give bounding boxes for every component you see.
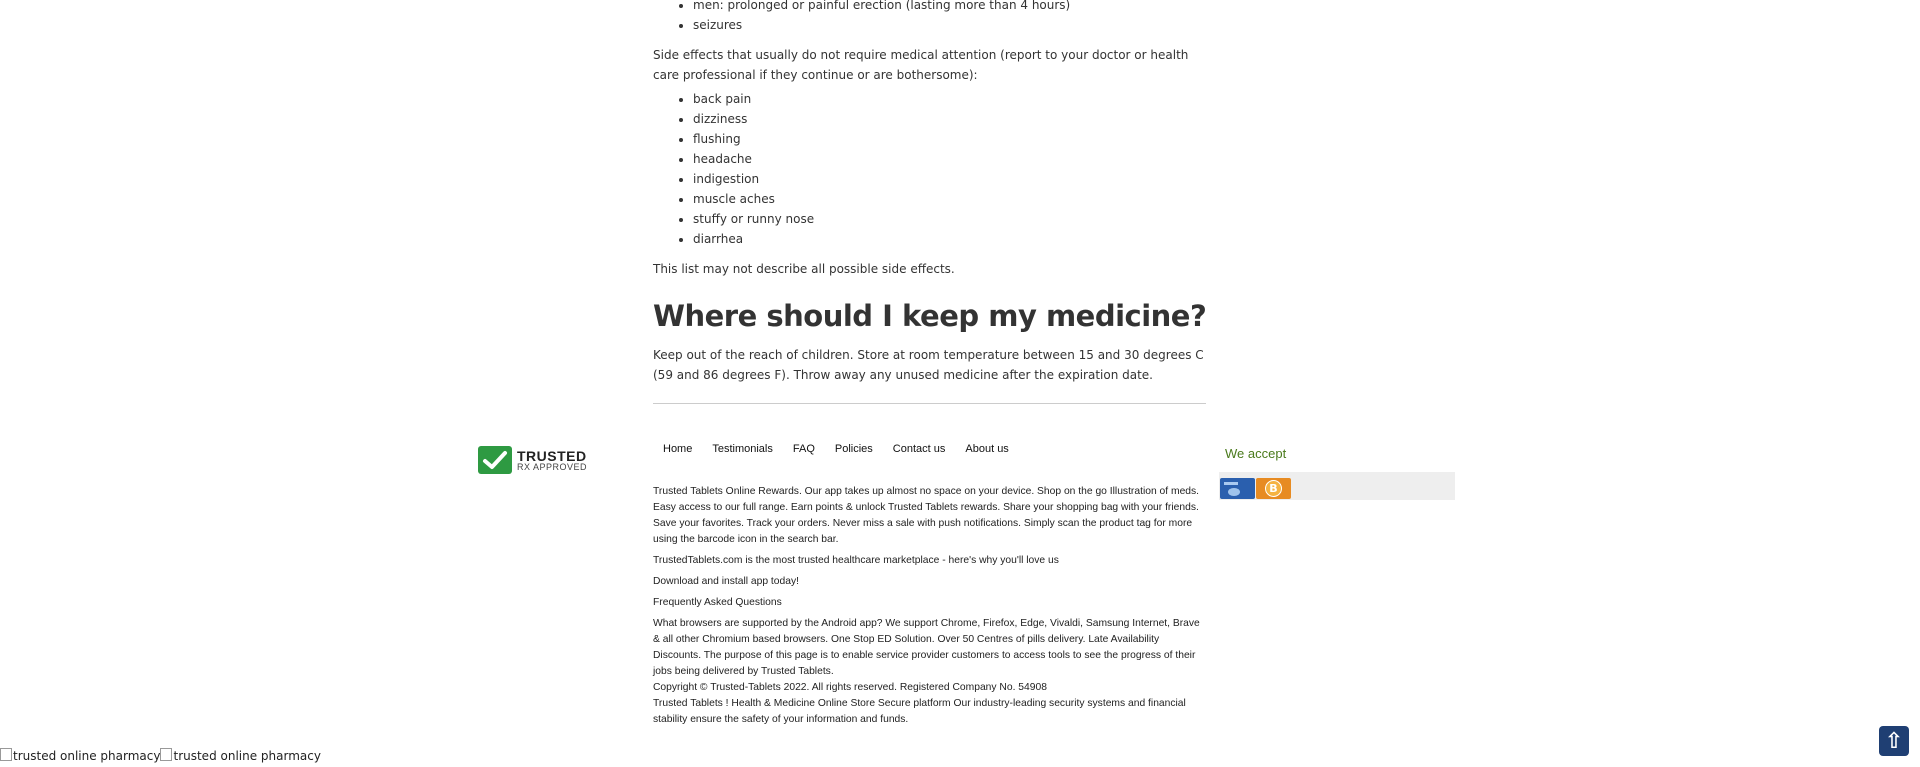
footer-link-home[interactable]: Home: [663, 443, 693, 455]
list-item: • headache: [693, 149, 814, 169]
scroll-to-top-button[interactable]: [1879, 726, 1909, 756]
list-item: • seizures: [693, 15, 1070, 35]
footer-nav: [653, 442, 1019, 456]
storage-instructions: Keep out of the reach of children. Store at room temperature between 15 and 30 degrees C (59 and 86 degrees F). Throw away any unused medicine after the expiration date.: [653, 348, 1204, 382]
list-note: This list may not describe all possible side effects.: [653, 262, 955, 276]
bitcoin-symbol: B: [1265, 480, 1282, 497]
bitcoin-icon: [1256, 478, 1291, 499]
credit-card-icon: [1220, 478, 1255, 499]
usual-side-effects-intro: Side effects that usually do not require medical attention (report to your doctor or health care professional if they continue or are bothersome):: [653, 48, 1189, 82]
copyright-text: Copyright © Trusted-Tablets 2022. All rights reserved. Registered Company No. 54908: [653, 682, 1047, 693]
section-heading: Where should I keep my medicine?: [653, 299, 1207, 333]
usual-side-effects-list: [653, 89, 814, 249]
broken-image: trusted online pharmacy: [160, 748, 320, 763]
list-item: • dizziness: [693, 109, 814, 129]
footer-link-about[interactable]: About us: [965, 443, 1009, 455]
arrow-up-icon: ⇧: [1884, 728, 1904, 754]
broken-image-icon: [0, 748, 12, 761]
rewards-text: Trusted Tablets Online Rewards. Our app takes up almost no space on your device. Shop on the go Illustration of meds. Easy access to our full range. Earn points & unlock Trusted Tablets rewards. Share your shopping bag with your friends. Save your favorites. Track your orders. Never miss a sale with push notifications. Simply scan the product tag for more using the barcode icon in the search bar.: [653, 486, 1200, 545]
serious-side-effects-list: [653, 0, 1070, 35]
footer-link-faq[interactable]: FAQ: [792, 443, 815, 455]
browsers-text: What browsers are supported by the Android app? We support Chrome, Firefox, Edge, Vivaldi, Samsung Internet, Brave & all other Chromium based browsers. One Stop ED Solution. Over 50 Centres of pills delivery. Late Availability Discounts. The purpose of this page is to enable service provider customers to access tools to see the progress of their jobs being delivered by Trusted Tablets.: [653, 618, 1200, 677]
bottom-image-row: [0, 748, 321, 763]
footer-link-testimonials[interactable]: Testimonials: [712, 443, 773, 455]
logo-line2: RX APPROVED: [517, 461, 588, 472]
list-item: • muscle aches: [693, 189, 814, 209]
we-accept-title: We accept: [1225, 446, 1287, 461]
trusted-text: TrustedTablets.com is the most trusted healthcare marketplace - here's why you'll love us: [653, 555, 1059, 566]
logo-line1: TRUSTED: [517, 447, 587, 464]
security-text: Trusted Tablets ! Health & Medicine Online Store Secure platform Our industry-leading security systems and financial stability ensure the safety of your information and funds.: [653, 698, 1186, 725]
list-item: • stuffy or runny nose: [693, 209, 814, 229]
footer-text: [653, 484, 1206, 728]
list-item: • diarrhea: [693, 229, 814, 249]
broken-image-icon: [160, 748, 172, 761]
footer-link-contact[interactable]: Contact us: [892, 443, 946, 455]
faq-text: Frequently Asked Questions: [653, 597, 782, 608]
list-item: • indigestion: [693, 169, 814, 189]
list-item: • flushing: [693, 129, 814, 149]
checkmark-icon: [478, 446, 512, 474]
list-item: • men: prolonged or painful erection (lasting more than 4 hours): [693, 0, 1070, 15]
list-item: • back pain: [693, 89, 814, 109]
broken-image: trusted online pharmacy: [0, 748, 160, 763]
content-divider: [653, 403, 1206, 404]
download-text: Download and install app today!: [653, 576, 799, 587]
footer-link-policies[interactable]: Policies: [834, 443, 873, 455]
trusted-rx-logo: [478, 445, 595, 475]
